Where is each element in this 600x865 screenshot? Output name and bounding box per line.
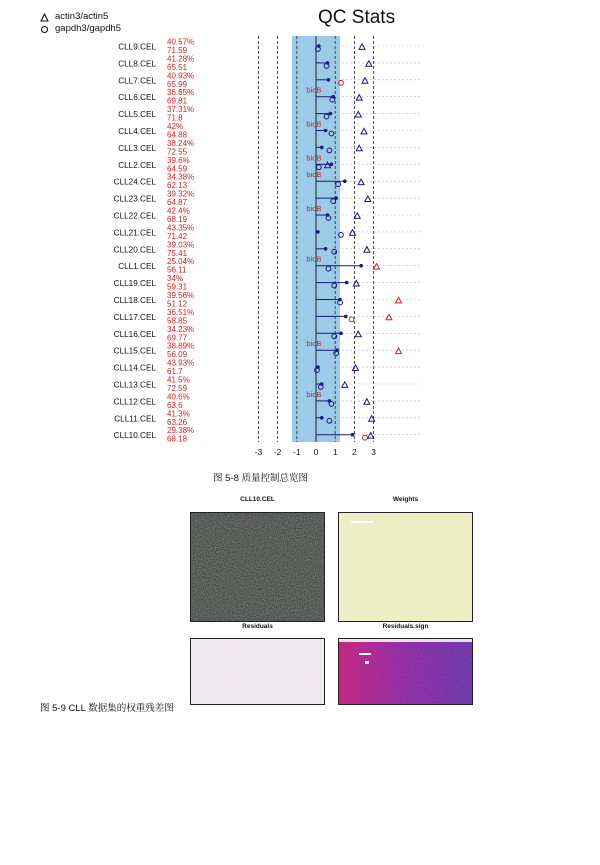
- weights-noise-image: [339, 513, 472, 621]
- sample-name-label: CLL10.CEL: [113, 431, 156, 441]
- percent-present-label: 37.31%: [167, 105, 195, 115]
- actin-ratio-point: [366, 61, 372, 67]
- actin-ratio-point: [355, 111, 361, 117]
- actin-ratio-point: [364, 399, 370, 405]
- percent-present-label: 40.93%: [167, 71, 195, 81]
- panel-cll10-image: [190, 512, 325, 622]
- sample-name-label: CLL9.CEL: [118, 42, 156, 52]
- sample-name-label: CLL14.CEL: [113, 363, 156, 373]
- x-tick-label: 0: [313, 447, 319, 457]
- actin-ratio-point: [358, 179, 364, 185]
- scale-factor-dot: [351, 433, 355, 437]
- gapdh-ratio-point: [363, 435, 368, 440]
- sample-name-label: CLL6.CEL: [118, 93, 156, 103]
- panel-title-residuals-sign: Residuals.sign: [382, 623, 429, 630]
- panel-title-weights: Weights: [392, 496, 419, 503]
- sample-name-label: CLL17.CEL: [113, 312, 156, 322]
- background-label: 64.88: [167, 130, 188, 140]
- sample-name-label: CLL24.CEL: [113, 177, 156, 187]
- percent-present-label: 41.3%: [167, 409, 190, 419]
- background-label: 59.31: [167, 282, 188, 292]
- sample-name-label: CLL13.CEL: [113, 380, 156, 390]
- actin-ratio-point: [373, 264, 379, 270]
- actin-ratio-point: [361, 128, 367, 134]
- background-label: 72.55: [167, 147, 188, 157]
- legend-actin-label: actin3/actin5: [55, 11, 109, 22]
- actin-ratio-point: [368, 433, 374, 439]
- panel-title-residuals: Residuals: [242, 623, 273, 630]
- background-label: 51.12: [167, 299, 188, 309]
- bioB-flag-label: bioB: [306, 153, 322, 163]
- percent-present-label: 36.65%: [167, 88, 195, 98]
- percent-present-label: 42.4%: [167, 206, 190, 216]
- actin-ratio-point: [356, 95, 362, 101]
- sample-name-label: CLL16.CEL: [113, 329, 156, 339]
- background-label: 58.85: [167, 316, 188, 326]
- percent-present-label: 39.32%: [167, 189, 195, 199]
- residuals-sign-noise-image: [339, 639, 472, 704]
- percent-present-label: 43.35%: [167, 223, 195, 233]
- scale-factor-dot: [359, 264, 363, 268]
- sample-name-label: CLL8.CEL: [118, 59, 156, 69]
- percent-present-label: 40.57%: [167, 37, 195, 47]
- background-label: 56.09: [167, 350, 188, 360]
- x-tick-label: 1: [332, 447, 338, 457]
- scale-factor-dot: [316, 230, 320, 234]
- scale-factor-dot: [343, 179, 347, 183]
- actin-ratio-point: [396, 297, 402, 303]
- background-label: 62.13: [167, 181, 188, 191]
- scale-factor-dot: [324, 129, 328, 133]
- actin-ratio-point: [354, 213, 360, 219]
- sample-name-label: CLL2.CEL: [118, 160, 156, 170]
- scale-factor-dot: [324, 247, 328, 251]
- percent-present-label: 40.6%: [167, 392, 190, 402]
- percent-present-label: 39.56%: [167, 291, 195, 300]
- bioB-flag-label: bioB: [306, 204, 322, 213]
- x-tick-label: -1: [293, 447, 301, 457]
- panel-weights-image: [338, 512, 473, 622]
- bioB-flag-label: bioB: [306, 339, 322, 349]
- percent-present-label: 39.03%: [167, 240, 195, 250]
- background-label: 75.41: [167, 248, 188, 258]
- background-label: 64.87: [167, 198, 188, 208]
- sample-name-label: CLL20.CEL: [113, 245, 156, 255]
- percent-present-label: 38.24%: [167, 138, 195, 148]
- background-label: 65.51: [167, 62, 188, 72]
- scale-factor-dot: [329, 112, 333, 116]
- x-tick-label: 3: [371, 447, 376, 457]
- background-label: 68.19: [167, 215, 188, 224]
- sample-name-label: CLL1.CEL: [118, 262, 156, 272]
- actin-ratio-point: [359, 44, 365, 50]
- panel-title-cll10: CLL10.CEL: [240, 496, 275, 503]
- background-label: 69.81: [167, 96, 188, 106]
- percent-present-label: 25.04%: [167, 257, 195, 267]
- actin-ratio-point: [342, 382, 348, 388]
- bioB-flag-label: bioB: [306, 119, 322, 129]
- actin-ratio-point: [364, 247, 370, 253]
- sample-name-label: CLL23.CEL: [113, 194, 156, 204]
- percent-present-label: 42%: [167, 122, 184, 131]
- background-label: 63.26: [167, 417, 188, 427]
- actin-ratio-point: [352, 365, 358, 371]
- background-label: 68.18: [167, 434, 188, 444]
- background-label: 63.6: [167, 400, 183, 410]
- scale-factor-dot: [320, 146, 324, 150]
- actin-ratio-point: [362, 78, 368, 84]
- bioB-flag-label: bioB: [306, 389, 322, 399]
- actin-ratio-point: [355, 331, 361, 337]
- background-label: 71.42: [167, 231, 188, 241]
- background-label: 72.59: [167, 384, 188, 393]
- scale-factor-dot: [339, 332, 343, 336]
- sample-name-label: CLL22.CEL: [113, 211, 156, 221]
- gapdh-ratio-point: [349, 317, 354, 322]
- percent-present-label: 39.6%: [167, 155, 190, 165]
- percent-present-label: 34%: [167, 274, 184, 284]
- sample-name-label: CLL18.CEL: [113, 296, 156, 305]
- percent-present-label: 36.51%: [167, 307, 195, 317]
- percent-present-label: 43.93%: [167, 358, 195, 368]
- actin-ratio-point: [396, 348, 402, 354]
- x-tick-label: -2: [273, 447, 282, 457]
- percent-present-label: 34.38%: [167, 172, 195, 182]
- sample-name-label: CLL11.CEL: [114, 414, 156, 424]
- scale-factor-dot: [344, 315, 348, 319]
- x-tick-label: -3: [254, 447, 263, 457]
- scale-factor-dot: [327, 78, 331, 82]
- sample-name-label: CLL4.CEL: [118, 127, 156, 136]
- residuals-noise-image: [191, 639, 324, 704]
- actin-ratio-point: [365, 196, 371, 202]
- cll10-noise-image: [191, 513, 324, 621]
- background-label: 56.11: [167, 265, 187, 275]
- actin-ratio-point: [386, 314, 392, 320]
- actin-ratio-point: [356, 145, 362, 151]
- background-label: 61.7: [167, 367, 183, 377]
- bioB-flag-label: bioB: [306, 85, 322, 95]
- sample-name-label: CLL3.CEL: [118, 143, 156, 153]
- scale-factor-dot: [330, 163, 334, 167]
- legend-gapdh-label: gapdh3/gapdh5: [55, 23, 122, 34]
- panel-residuals-image: [190, 638, 325, 705]
- background-label: 65.99: [167, 79, 188, 89]
- panel-residuals-sign-image: [338, 638, 473, 705]
- background-label: 71.8: [167, 113, 183, 123]
- sample-name-label: CLL7.CEL: [118, 76, 156, 86]
- figure-caption-5-9: 图 5-9 CLL 数据集的权重残差图: [40, 703, 174, 714]
- background-label: 71.59: [167, 46, 188, 55]
- scale-factor-dot: [345, 281, 349, 285]
- background-label: 69.77: [167, 333, 188, 343]
- background-label: 64.59: [167, 164, 188, 174]
- percent-present-label: 41.28%: [167, 54, 195, 64]
- percent-present-label: 34.23%: [167, 324, 195, 334]
- bioB-flag-label: bioB: [306, 254, 322, 264]
- scale-factor-dot: [320, 416, 324, 420]
- figure-caption-5-8: 图 5-8 质量控制总览图: [213, 473, 309, 484]
- percent-present-label: 29.38%: [167, 426, 195, 436]
- sample-name-label: CLL12.CEL: [113, 397, 156, 407]
- sample-name-label: CLL5.CEL: [118, 110, 156, 120]
- chart-title: QC Stats: [318, 7, 396, 28]
- percent-present-label: 41.5%: [167, 375, 190, 385]
- sample-name-label: CLL21.CEL: [113, 228, 156, 238]
- bioB-flag-label: bioB: [306, 170, 322, 180]
- x-tick-label: 2: [352, 447, 357, 457]
- percent-present-label: 38.89%: [167, 341, 195, 351]
- sample-name-label: CLL19.CEL: [113, 279, 156, 289]
- sample-name-label: CLL15.CEL: [113, 346, 156, 356]
